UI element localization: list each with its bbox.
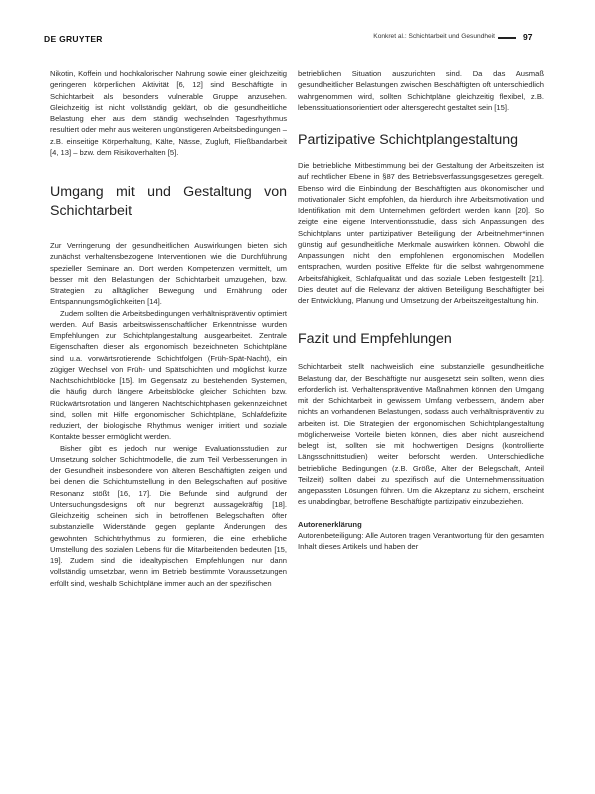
paragraph: Nikotin, Koffein und hochkalorischer Nahrung sowie einer gleichzeitig geringeren körperlichen Aktivität [6, 12] sind Beschäftigte in Schichtarbeit als besonders vulnerable Gruppe anzusehen. Gleichzeitig ist nicht vollständig geklärt, ob die gesundheitliche Belastung eher aus dem ständig wechselnden Tagesrhythmus resultiert oder mehr aus weiteren ungünstigeren Arbeitsbedingungen – z.B. einseitige Körperhaltung, Kälte, Nässe, Zugluft, Fließbandarbeit [4, 13] – bzw. dem Risikoverhalten [5]. [50,69,287,157]
running-title: Konkret al.: Schichtarbeit und Gesundheit [373,33,495,40]
subsection-heading: Autorenerklärung [298,519,362,529]
section-heading: Partizipative Schichtplangestaltung [298,132,519,148]
page-number: 97 [523,32,533,42]
paragraph: betrieblichen Situation auszurichten sind. Da das Ausmaß gesundheitlicher Belastungen zwischen Beschäftigten oft unterschiedlich wahrgenommen wird, sollten Schichtpläne gleichzeitig flexibel, z.B. lebenssituationsorientiert oder altersgerecht gestaltet sein [15]. [298,69,544,112]
section-heading: Umgang mit und Gestaltung von Schichtarbeit [50,184,287,219]
right-column [298,68,544,552]
publisher-logo: DE GRUYTER [44,34,103,44]
paragraph: Die betriebliche Mitbestimmung bei der Gestaltung der Arbeitszeiten ist auf rechtlicher Ebene in §87 des Betriebsverfassungsgesetzes geregelt. Ebenso wird die Einbindung der Beschäftigten aus ökonomischer und motivationaler Sicht empfohlen, da hierdurch ihre Arbeitsmotivation und Identifikation mit dem Unternehmen gefördert werden kann [20]. So zeigte eine eigene Interventionsstudie, dass sich Anpassungen des Schichtplans unter partizipativer Beteiligung der Arbeitnehmer*innen günstig auf gesundheitliche Merkmale auswirken können. Obwohl die Anpassungen nicht den empfohlenen ergonomischen Modellen entsprachen, wurden positive Effekte für die selbst wahrgenommene Arbeitsfähigkeit, Schlafqualität und das soziale Leben festgestellt [21]. Dies deutet auf die Relevanz der aktiven Beteiligung Beschäftigter bei der Entwicklung, Planung und Umsetzung der Arbeitszeitgestaltung hin. [298,161,544,305]
paragraph: Autorenbeteiligung: Alle Autoren tragen Verantwortung für den gesamten Inhalt dieses Artikels und haben der [298,530,544,551]
left-column [50,68,287,589]
paragraph: Schichtarbeit stellt nachweislich eine substanzielle gesundheitliche Belastung dar, der Beschäftigte nur ausgesetzt sein sollten, wenn dies erforderlich ist. Verhaltenspräventive Maßnahmen können den Umgang mit der Schichtarbeit in gewissem Umfang verbessern, ändern aber nichts an vorhandenen Belastungen, sodass auch verhältnispräventiv zu arbeiten ist. Die Strategien der ergonomischen Schichtplangestaltung möglicherweise Vorteile bieten können, dies aber nicht ausreichend belegt ist, sollten sie mit hochwertigen Designs (kontrollierte Längsschnittstudien) weiter beforscht werden. Unterschiedliche betriebliche Bedingungen (z.B. Größe, Alter der Belegschaft, Anteil Teilzeit) sollten dabei zu spezifisch auf die Unternehmenssituation angepassten Lösungen führen. Um die Akzeptanz zu sichern, erscheint es unabdingbar, betroffene Beschäftigte partizipativ einzubeziehen. [298,362,544,507]
paragraph: Zur Verringerung der gesundheitlichen Auswirkungen bieten sich zunächst verhaltensbezogene Interventionen wie die Durchführung spezieller Seminare an. Dort werden Kompetenzen vermittelt, um besser mit den Belastungen der Schichtarbeit umzugehen, bzw. Strategien zu alltäglicher Bewegung und Ernährung oder Entspannungsmöglichkeiten [14]. [50,241,287,307]
section-heading: Fazit und Empfehlungen [298,331,452,348]
header-rule [498,37,516,39]
paragraph: Zudem sollten die Arbeitsbedingungen verhältnispräventiv optimiert werden. Auf Basis arbeitswissenschaftlicher Erkenntnisse wurden Empfehlungen zur Schichtplangestaltung ausgearbeitet. Zentrale Eigenschaften dieser als ergonomisch bezeichneten Schichtpläne sind u.a. vorwärtsrotierende Schichtfolgen (Früh-Spät-Nacht), ein zügiger Wechsel von Früh- und Spätschichten und möglichst kurze Nachtschichtblöcke [15]. Im Gegensatz zu bestehenden Systemen, die häufig durch längere Arbeitsblöcke gleicher Schichten bzw. Rückwärtsrotation und längeren Nachtschichtphasen gekennzeichnet sind, sollen mit Hilfe ergonomischer Schichtpläne, Schlafdefizite reduziert, der biologische Rhythmus weniger irritiert und soziale Kontakte besser ermöglicht werden. [50,308,287,442]
paragraph: Bisher gibt es jedoch nur wenige Evaluationsstudien zur Umsetzung solcher Schichtmodelle, die zum Teil Verbesserungen in der Gesundheit insbesondere von älteren Beschäftigten zeigen und bei denen die Schichtumstellung in den Belegschaften auf positive Resonanz stößt [16, 17]. Die Befunde sind aufgrund der Untersuchungsdesigns oft nur begrenzt aussagekräftig [18]. Gleichzeitig scheinen sich in betroffenen Belegschaften öfter substanzielle Widerstände gegen geplante Änderungen des gewohnten Schichtrhythmus zu formieren, die eine erhebliche Umstellung des sozialen Lebens für die Mitarbeitenden bedeuten [15, 19]. Zudem sind die idealtypischen Empfehlungen nur dann vollständig umsetzbar, wenn im Betrieb bestimmte Voraussetzungen erfüllt sind, weshalb Schichtpläne immer auch an der spezifischen [50,443,287,588]
page-header [0,0,595,60]
